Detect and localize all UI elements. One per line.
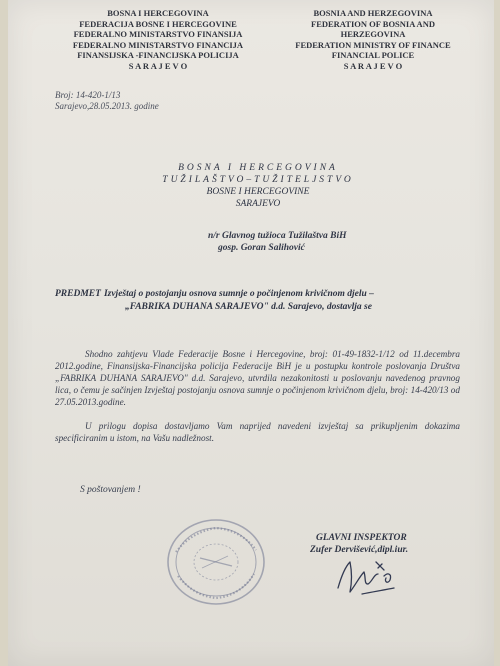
subject-line-1: Izvještaj o postojanju osnova sumnje o počinjenom krivičnom djelu – [103, 289, 374, 299]
body-paragraph-2: U prilogu dopisa dostavljamo Vam naprijed navedeni izvještaj sa prikupljenim dokazima specificiranim u istom, na Vašu nadležnost. [55, 421, 460, 443]
handwritten-signature-icon [332, 554, 404, 598]
header-right-line-6: S A R A J E V O [343, 60, 403, 71]
header-right-line-3: HERZEGOVINA [340, 29, 406, 39]
official-stamp-icon [156, 512, 276, 612]
subject-block [55, 288, 455, 314]
header-left-line-2: FEDERACIJA BOSNE I HERCEGOVINE [79, 18, 237, 29]
header-right-line-4: FEDERATION MINISTRY OF FINANCE [295, 39, 451, 50]
recipient-line-3: BOSNE I HERCEGOVINE [206, 187, 310, 197]
subject-label: PREDMET [55, 289, 101, 299]
header-right-line-1: BOSNIA AND HERZEGOVINA [313, 8, 433, 18]
subject-line-2: „FABRIKA DUHANA SARAJEVO" d.d. Sarajevo, dostavlja se [125, 302, 372, 312]
recipient-line-1: BOSNA I HERCEGOVINA [178, 163, 338, 173]
header-left-line-6: S A R A J E V O [128, 60, 188, 71]
reference-date: Sarajevo,28.05.2013. godine [55, 101, 159, 111]
recipient-block [138, 162, 378, 210]
signer-title: GLAVNI INSPEKTOR [316, 533, 407, 543]
document-page [8, 0, 494, 666]
attention-block [208, 230, 346, 254]
recipient-line-2: TUŽILAŠTVO–TUŽITELJSTVO [162, 175, 354, 185]
signer-name: Zufer Dervišević,dipl.iur. [310, 545, 409, 555]
header-left-line-4: FEDERALNO MINISTARSTVO FINANCIJA [72, 39, 244, 50]
attention-line-2: gosp. Goran Salihović [218, 243, 305, 253]
header-left-line-1: BOSNA I HERCEGOVINA [107, 8, 209, 18]
signer-block [310, 532, 408, 556]
header-right-line-5: FINANCIAL POLICE [331, 50, 415, 60]
header-right-institution [268, 8, 478, 71]
closing-greeting: S poštovanjem ! [80, 485, 141, 495]
header-left-institution [58, 8, 258, 71]
header-left-line-3: FEDERALNO MINISTARSTVO FINANSIJA [73, 29, 243, 39]
recipient-line-4: SARAJEVO [235, 199, 281, 209]
body-paragraph-1: Shodno zahtjevu Vlade Federacije Bosne i Hercegovine, broj: 01-49-1832-1/12 od 11.decembra 2012.godine, Finansijska-Financijska policija Federacije BiH je u postupku kontrole poslovanja Društva „FABRIKA DUHANA SARAJEVO" d.d. Sarajevo, utvrdila nezakonitosti u poslovanju navedenog pravnog lica, o čemu je sačinjen Izvještaj postojanju osnova sumnje o počinjenom krivičnom djelu, broj: 14-420/13 od 27.05.2013.godine. [55, 349, 460, 407]
attention-line-1: n/r Glavnog tužioca Tužilaštva BiH [208, 231, 347, 241]
reference-block [55, 90, 159, 112]
reference-number: Broj: 14-420-1/13 [55, 90, 121, 100]
header-right-line-2: FEDERATION OF BOSNIA AND [311, 18, 435, 29]
header-left-line-5: FINANSIJSKA -FINANCIJSKA POLICIJA [77, 50, 239, 60]
